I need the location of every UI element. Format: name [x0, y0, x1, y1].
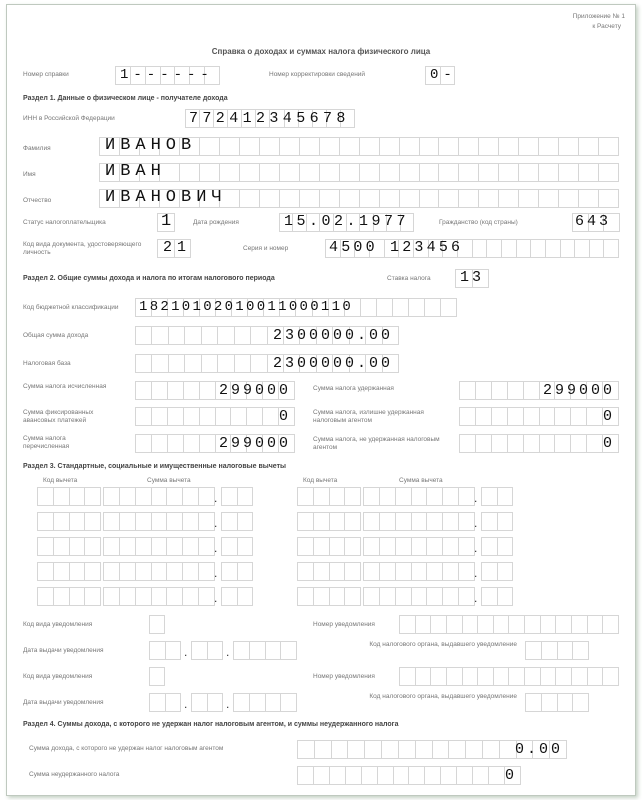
- deduction-kop-right[interactable]: [481, 587, 513, 606]
- not-withheld-label: Сумма налога, не удержанная налоговым агентом: [313, 436, 440, 451]
- name-cells: [99, 163, 619, 182]
- kbk-value[interactable]: 18210102010011000110: [139, 299, 354, 315]
- cert-no-value[interactable]: 1------: [120, 67, 214, 83]
- ifns-cells-1[interactable]: [525, 641, 589, 660]
- section4-heading: Раздел 4. Суммы дохода, с которого не удержан налог налоговым агентом, и суммы неудержанного налога: [23, 721, 399, 728]
- decimal-dot: .: [474, 541, 478, 555]
- ifns-label-1: Код налогового органа, выдавшего уведомление: [369, 641, 517, 648]
- decimal-dot: .: [214, 541, 218, 555]
- deduction-kop-right[interactable]: [481, 512, 513, 531]
- deduction-sum-left[interactable]: [103, 487, 218, 506]
- citizenship-value[interactable]: 643: [575, 213, 612, 230]
- corr-label: Номер корректировки сведений: [269, 71, 366, 78]
- decimal-dot: .: [474, 566, 478, 580]
- over-value[interactable]: 0: [602, 408, 615, 425]
- doc-code-label: Код вида документа, удостоверяющего личность: [23, 241, 142, 256]
- notice-no-label-1: Номер уведомления: [313, 621, 375, 628]
- surname-label: Фамилия: [23, 145, 51, 152]
- date-dot: .: [226, 697, 230, 711]
- doc-code-value[interactable]: 21: [163, 239, 192, 256]
- deduction-kop-right[interactable]: [481, 562, 513, 581]
- deduction-code-right[interactable]: [297, 512, 361, 531]
- decimal-dot: .: [474, 491, 478, 505]
- fixed-label: Сумма фиксированных авансовых платежей: [23, 409, 94, 424]
- not-withheld-value[interactable]: 0: [602, 435, 615, 452]
- fixed-value[interactable]: 0: [278, 408, 291, 425]
- decimal-dot: .: [214, 516, 218, 530]
- notice-year-cells-2[interactable]: [233, 693, 297, 712]
- date-dot: .: [184, 697, 188, 711]
- col-sum-right: Сумма вычета: [399, 477, 443, 484]
- transferred-label: Сумма налога перечисленная: [23, 435, 70, 450]
- deduction-kop-right[interactable]: [481, 537, 513, 556]
- deduction-kop-left[interactable]: [221, 537, 253, 556]
- notice-no-cells-1[interactable]: [399, 615, 619, 634]
- series-label: Серия и номер: [243, 245, 289, 252]
- ifns-cells-2[interactable]: [525, 693, 589, 712]
- notice-no-label-2: Номер уведомления: [313, 673, 375, 680]
- deduction-code-right[interactable]: [297, 562, 361, 581]
- patronymic-value[interactable]: ИВАНОВИЧ: [105, 188, 227, 207]
- notice-type-cells-2[interactable]: [149, 667, 165, 686]
- deduction-kop-left[interactable]: [221, 487, 253, 506]
- deduction-code-left[interactable]: [37, 562, 101, 581]
- citizenship-label: Гражданство (код страны): [439, 219, 518, 226]
- name-label: Имя: [23, 171, 36, 178]
- deduction-code-left[interactable]: [37, 487, 101, 506]
- rate-value[interactable]: 13: [460, 269, 485, 286]
- transferred-value[interactable]: 299000: [218, 435, 291, 452]
- deduction-sum-right[interactable]: [363, 512, 478, 531]
- appendix-label-2: к Расчету: [592, 23, 621, 30]
- form-title: Справка о доходах и суммах налога физического лица: [211, 47, 431, 56]
- decimal-dot: .: [214, 591, 218, 605]
- notice-no-cells-2[interactable]: [399, 667, 619, 686]
- appendix-label: Приложение № 1: [572, 13, 625, 20]
- notice-type-label-2: Код вида уведомления: [23, 673, 93, 680]
- over-label: Сумма налога, излишне удержанная налоговым агентом: [313, 409, 424, 424]
- status-value[interactable]: 1: [161, 212, 177, 231]
- inn-value[interactable]: 772412345678: [189, 110, 350, 127]
- deduction-code-left[interactable]: [37, 537, 101, 556]
- deduction-kop-left[interactable]: [221, 512, 253, 531]
- notice-day-cells-1[interactable]: [149, 641, 181, 660]
- deduction-sum-left[interactable]: [103, 537, 218, 556]
- notice-type-label-1: Код вида уведомления: [23, 621, 93, 628]
- deduction-code-left[interactable]: [37, 512, 101, 531]
- section3-heading: Раздел 3. Стандартные, социальные и имущественные налоговые вычеты: [23, 463, 287, 470]
- deduction-kop-left[interactable]: [221, 562, 253, 581]
- income-label: Общая сумма дохода: [23, 332, 89, 339]
- deduction-sum-right[interactable]: [363, 562, 478, 581]
- col-sum-left: Сумма вычета: [147, 477, 191, 484]
- deduction-sum-right[interactable]: [363, 587, 478, 606]
- decimal-dot: .: [474, 591, 478, 605]
- deduction-sum-left[interactable]: [103, 562, 218, 581]
- inn-label: ИНН в Российской Федерации: [23, 115, 115, 122]
- deduction-sum-right[interactable]: [363, 537, 478, 556]
- withheld-label: Сумма налога удержанная: [313, 385, 394, 392]
- deduction-kop-left[interactable]: [221, 587, 253, 606]
- deduction-sum-left[interactable]: [103, 587, 218, 606]
- deduction-code-right[interactable]: [297, 487, 361, 506]
- deduction-code-right[interactable]: [297, 537, 361, 556]
- cert-no-label: Номер справки: [23, 71, 69, 78]
- deduction-sum-right[interactable]: [363, 487, 478, 506]
- decimal-dot: .: [474, 516, 478, 530]
- base-label: Налоговая база: [23, 360, 71, 367]
- dob-value[interactable]: 15.02.1977: [284, 213, 410, 230]
- nw-tax-value[interactable]: 0: [504, 767, 517, 784]
- date-dot: .: [184, 645, 188, 659]
- dob-label: Дата рождения: [193, 219, 239, 226]
- notice-type-cells-1[interactable]: [149, 615, 165, 634]
- income-value[interactable]: 2300000.00: [272, 327, 393, 344]
- notice-month-cells-2[interactable]: [191, 693, 223, 712]
- notice-year-cells-1[interactable]: [233, 641, 297, 660]
- date-dot: .: [226, 645, 230, 659]
- nw-income-label: Сумма дохода, с которого не удержан налог налоговым агентом: [29, 745, 224, 752]
- calc-label: Сумма налога исчисленная: [23, 383, 107, 390]
- section2-heading: Раздел 2. Общие суммы дохода и налога по итогам налогового периода: [23, 275, 275, 282]
- notice-day-cells-2[interactable]: [149, 693, 181, 712]
- notice-date-label-1: Дата выдачи уведомления: [23, 647, 104, 654]
- deduction-kop-right[interactable]: [481, 487, 513, 506]
- deduction-code-left[interactable]: [37, 587, 101, 606]
- rate-label: Ставка налога: [387, 275, 431, 282]
- col-code-right: Код вычета: [303, 477, 338, 484]
- surname-value[interactable]: ИВАНОВ: [105, 136, 197, 155]
- withheld-value[interactable]: 299000: [542, 382, 615, 399]
- nw-tax-label: Сумма неудержанного налога: [29, 771, 120, 778]
- certificate-sheet: [6, 4, 636, 796]
- nw-income-value[interactable]: 0.00: [514, 741, 563, 758]
- series-value[interactable]: 4500 123456: [329, 239, 464, 256]
- corr-value[interactable]: 0-: [430, 67, 457, 83]
- notice-date-label-2: Дата выдачи уведомления: [23, 699, 104, 706]
- decimal-dot: .: [214, 566, 218, 580]
- col-code-left: Код вычета: [43, 477, 78, 484]
- ifns-label-2: Код налогового органа, выдавшего уведомление: [369, 693, 517, 700]
- base-value[interactable]: 2300000.00: [272, 355, 393, 372]
- name-value[interactable]: ИВАН: [105, 162, 166, 181]
- notice-month-cells-1[interactable]: [191, 641, 223, 660]
- kbk-label: Код бюджетной классификации: [23, 304, 119, 311]
- deduction-code-right[interactable]: [297, 587, 361, 606]
- calc-value[interactable]: 299000: [218, 382, 291, 399]
- patronymic-label: Отчество: [23, 197, 52, 204]
- decimal-dot: .: [214, 491, 218, 505]
- section1-heading: Раздел 1. Данные о физическом лице - получателе дохода: [23, 95, 228, 102]
- status-label: Статус налогоплательщика: [23, 219, 106, 226]
- deduction-sum-left[interactable]: [103, 512, 218, 531]
